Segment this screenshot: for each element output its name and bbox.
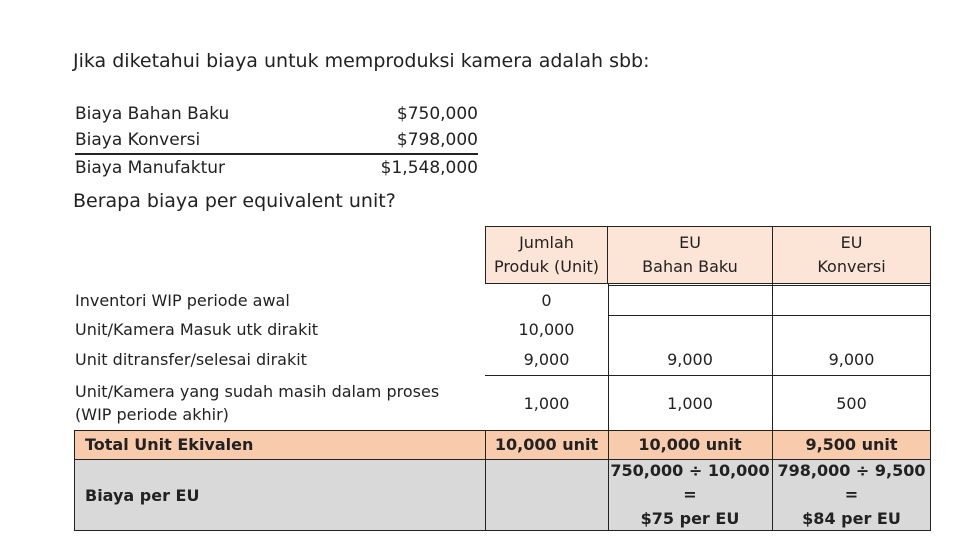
grid-line bbox=[485, 375, 931, 376]
grid-line bbox=[608, 315, 931, 316]
cell-eu-bahan: 1,000 bbox=[667, 393, 713, 413]
row-label-line: Unit/Kamera yang sudah masih dalam proses bbox=[75, 382, 440, 401]
grid-line bbox=[74, 530, 931, 531]
header-line: EU bbox=[679, 233, 701, 252]
cell-eu-bahan: 9,000 bbox=[667, 350, 713, 369]
biaya-eu-konversi bbox=[772, 459, 931, 531]
cell-jumlah: 10,000 bbox=[518, 320, 575, 339]
cell-eu-konversi: 9,000 bbox=[828, 350, 875, 369]
cell-jumlah: 9,000 bbox=[523, 350, 570, 369]
header-eu-bahan bbox=[607, 226, 773, 284]
header-line: Konversi bbox=[817, 257, 886, 276]
row-label-line: (WIP periode akhir) bbox=[75, 405, 229, 424]
header-eu-konversi bbox=[772, 226, 931, 284]
header-jumlah bbox=[485, 226, 608, 284]
cost-label: Biaya Konversi bbox=[75, 130, 201, 150]
biaya-eu-bahan bbox=[607, 459, 773, 531]
cost-row-konversi bbox=[75, 127, 478, 153]
biaya-label: Biaya per EU bbox=[85, 485, 200, 505]
cost-summary bbox=[75, 101, 478, 181]
biaya-line: = bbox=[683, 485, 697, 504]
grid-line bbox=[74, 459, 931, 460]
header-line: Produk (Unit) bbox=[493, 257, 600, 276]
grid-line bbox=[608, 284, 609, 531]
total-jumlah: 10,000 unit bbox=[494, 435, 599, 454]
grid-line bbox=[74, 430, 931, 431]
row-label-wip-akhir bbox=[75, 376, 439, 430]
total-eu-konversi: 9,500 unit bbox=[805, 435, 898, 454]
header-line: Jumlah bbox=[519, 233, 574, 252]
grid-line bbox=[608, 285, 931, 286]
biaya-line: $84 per EU bbox=[802, 509, 901, 528]
cell-jumlah: 0 bbox=[541, 291, 552, 310]
row-label: Unit ditransfer/selesai dirakit bbox=[75, 350, 307, 369]
cost-value: $798,000 bbox=[396, 130, 478, 150]
header-line: Bahan Baku bbox=[642, 257, 738, 276]
row-label: Unit/Kamera Masuk utk dirakit bbox=[75, 320, 319, 339]
grid-line bbox=[485, 430, 486, 531]
row-label: Inventori WIP periode awal bbox=[75, 291, 290, 310]
cost-row-bahan-baku bbox=[75, 101, 478, 127]
cost-label: Biaya Manufaktur bbox=[75, 158, 225, 178]
grid-line bbox=[74, 430, 75, 531]
intro-text: Jika diketahui biaya untuk memproduksi kamera adalah sbb: bbox=[73, 50, 650, 72]
cost-value: $1,548,000 bbox=[380, 158, 478, 178]
biaya-line: = bbox=[844, 485, 859, 504]
biaya-line: $75 per EU bbox=[640, 509, 740, 528]
cell-jumlah: 1,000 bbox=[523, 393, 570, 413]
cost-value: $750,000 bbox=[396, 104, 478, 124]
biaya-line: 750,000 ÷ 10,000 bbox=[610, 461, 770, 480]
header-line: EU bbox=[840, 233, 863, 252]
total-eu-bahan: 10,000 unit bbox=[638, 435, 742, 454]
total-label: Total Unit Ekivalen bbox=[85, 435, 254, 454]
cost-row-manufaktur bbox=[75, 153, 478, 181]
cost-label: Biaya Bahan Baku bbox=[75, 104, 230, 124]
grid-line bbox=[930, 284, 931, 531]
biaya-line: 798,000 ÷ 9,500 bbox=[777, 461, 926, 480]
cell-eu-konversi: 500 bbox=[836, 393, 867, 413]
grid-line bbox=[772, 284, 773, 531]
question-text: Berapa biaya per equivalent unit? bbox=[73, 190, 396, 212]
